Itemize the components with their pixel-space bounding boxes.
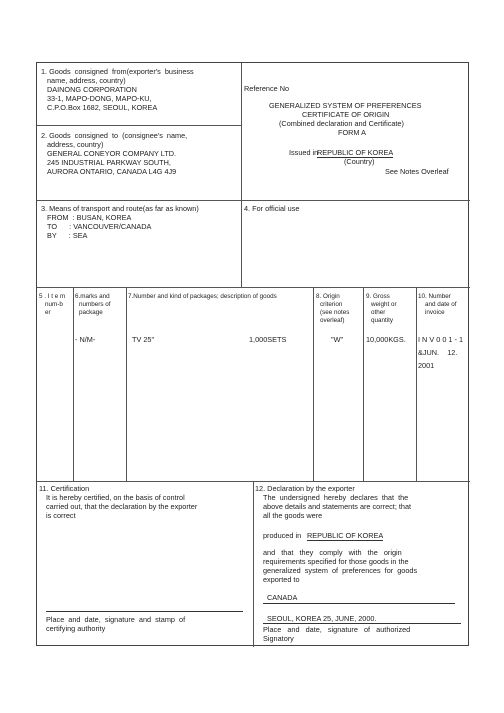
declaration-sign-line1: Place and date, signature of authorized <box>263 625 411 634</box>
col6-header-line3: package <box>79 309 103 316</box>
col5-header-line3: er <box>45 309 51 316</box>
produced-in-label: produced in <box>263 531 302 540</box>
divider-box1-box2 <box>37 125 241 126</box>
col8-header-line3: (see notes <box>320 309 350 316</box>
produced-in-country: REPUBLIC OF KOREA <box>307 531 384 540</box>
box2-label-line2: address, country) <box>47 140 104 149</box>
certification-text-line3: is correct <box>46 511 76 520</box>
col6-header-line1: 6.marks and <box>75 293 110 300</box>
col7-header: 7.Number and kind of packages; description of goods <box>128 293 277 300</box>
comply-text-line3: generalized system of preferences for goods <box>263 566 418 575</box>
col-divider-9-10 <box>416 287 417 481</box>
col-divider-7-8 <box>313 287 314 481</box>
box12-label: 12. Declaration by the exporter <box>255 484 355 493</box>
comply-text-line4: exported to <box>263 575 300 584</box>
country-caption: (Country) <box>344 157 375 166</box>
exporter-name: DAINONG CORPORATION <box>47 85 137 94</box>
divider-box2-box3 <box>37 200 470 201</box>
certificate-form <box>36 62 469 646</box>
declaration-text-line3: all the goods were <box>263 511 323 520</box>
box1-label-line1: 1. Goods consigned from(exporter's business <box>41 67 194 76</box>
marks-value: - N/M- <box>75 335 96 344</box>
col10-header-line1: 10. Number <box>418 293 451 300</box>
invoice-date-line1: &JUN. 12. <box>418 348 458 357</box>
declaration-signature-line <box>263 623 461 624</box>
invoice-number: I N V 0 0 1 - 1 <box>418 335 464 344</box>
col9-header-line4: quantity <box>371 317 394 324</box>
box11-label: 11. Certification <box>39 484 90 493</box>
goods-quantity: 1,000SETS <box>249 335 287 344</box>
gross-weight-value: 10,000KGS. <box>366 335 406 344</box>
origin-criterion-value: "W" <box>331 335 344 344</box>
col8-header-line2: criterion <box>320 301 343 308</box>
declaration-place-date: SEOUL, KOREA 25, JUNE, 2000. <box>267 614 377 623</box>
comply-text-line2: requirements specified for those goods in the <box>263 557 409 566</box>
certification-signature-line <box>46 611 243 612</box>
col6-header-line2: numbers of <box>79 301 111 308</box>
vertical-divider-bottom <box>253 481 254 647</box>
issued-country: REPUBLIC OF KOREA <box>317 148 394 157</box>
issued-in-label: Issued in <box>289 148 319 157</box>
declaration-text-line2: above details and statements are correct; that <box>263 502 412 511</box>
box3-label: 3. Means of transport and route(as far as known) <box>41 204 199 213</box>
transport-to: TO : VANCOUVER/CANADA <box>47 222 152 231</box>
transport-by: BY : SEA <box>47 231 88 240</box>
certification-text-line2: carried out, that the declaration by the exporter <box>46 502 198 511</box>
col5-header-line1: 5 . I t e m <box>39 293 66 300</box>
form-title-line3: (Combined declaration and Certificate) <box>279 119 404 128</box>
col-divider-5-6 <box>73 287 74 481</box>
col9-header-line1: 9. Gross <box>366 293 390 300</box>
form-title-line2: CERTIFICATE OF ORIGIN <box>302 110 390 119</box>
certification-text-line1: It is hereby certified, on the basis of control <box>46 493 185 502</box>
col5-header-line2: num-b <box>45 301 63 308</box>
invoice-date-line2: 2001 <box>418 361 435 370</box>
col-divider-6-7 <box>126 287 127 481</box>
col8-header-line4: overleaf) <box>320 317 345 324</box>
comply-text-line1: and that they comply with the origin <box>263 548 402 557</box>
col10-header-line3: invoice <box>425 309 445 316</box>
transport-from: FROM : BUSAN, KOREA <box>47 213 132 222</box>
exporter-address-line2: C.P.O.Box 1682, SEOUL, KOREA <box>47 103 158 112</box>
declaration-text-line1: The undersigned hereby declares that the <box>263 493 409 502</box>
box1-label-line2: name, address, country) <box>47 76 126 85</box>
col-divider-8-9 <box>363 287 364 481</box>
form-title-line1: GENERALIZED SYSTEM OF PREFERENCES <box>269 101 422 110</box>
exporter-address-line1: 33-1, MAPO-DONG, MAPO-KU, <box>47 94 152 103</box>
box2-label-line1: 2. Goods consigned to (consignee's name, <box>41 131 188 140</box>
declaration-sign-line2: Signatory <box>263 634 294 643</box>
box4-label: 4. For official use <box>244 204 300 213</box>
certification-place-line2: certifying authority <box>46 624 106 633</box>
consignee-name: GENERAL CONEYOR COMPANY LTD. <box>47 149 177 158</box>
see-notes-overleaf: See Notes Overleaf <box>385 167 449 176</box>
col9-header-line2: weight or <box>371 301 397 308</box>
certification-place-line1: Place and date, signature and stamp of <box>46 615 186 624</box>
importing-country: CANADA <box>267 593 298 602</box>
goods-description: TV 25" <box>132 335 155 344</box>
vertical-divider-top <box>241 63 242 287</box>
consignee-address-line1: 245 INDUSTRIAL PARKWAY SOUTH, <box>47 158 171 167</box>
form-title-line4: FORM A <box>338 128 366 137</box>
col9-header-line3: other <box>371 309 386 316</box>
importing-country-underline <box>263 603 455 604</box>
reference-no-label: Reference No <box>244 84 290 93</box>
col10-header-line2: and date of <box>425 301 457 308</box>
divider-box3-goods <box>37 287 470 288</box>
col8-header-line1: 8. Origin <box>316 293 340 300</box>
consignee-address-line2: AURORA ONTARIO, CANADA L4G 4J9 <box>47 167 177 176</box>
